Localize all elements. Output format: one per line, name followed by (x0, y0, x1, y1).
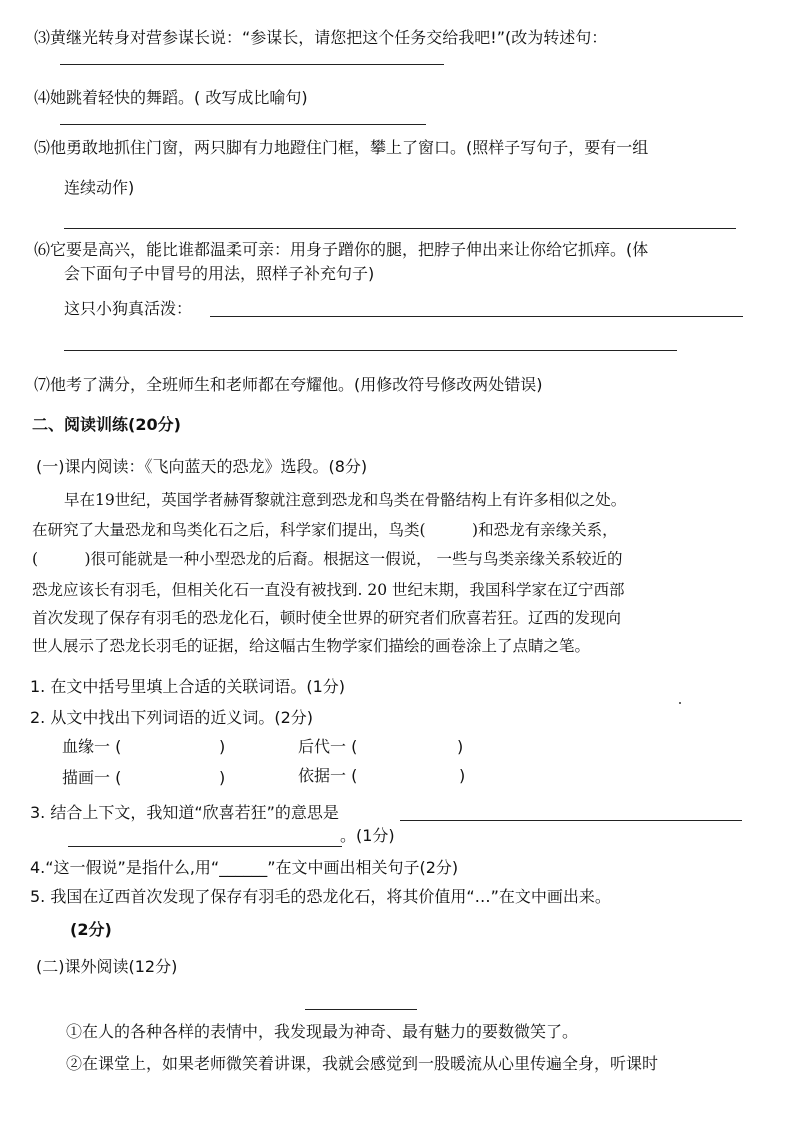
part-1-question-1: 1. 在文中括号里填上合适的关联词语。(1分) (30, 677, 346, 696)
part-2-paragraph-1: ①在人的各种各样的表情中，我发现最为神奇、最有魅力的要数微笑了。 (66, 1022, 579, 1041)
passage-line-3: ( )很可能就是一种小型恐龙的后裔。根据这一假说， 一些与鸟类亲缘关系较近的 (32, 550, 623, 568)
passage-line-4: 恐龙应该长有羽毛，但相关化石一直没有被找到. 20 世纪末期，我国科学家在辽宁西部 (32, 581, 625, 599)
synonym-2-close: ) (457, 737, 464, 756)
synonym-4-label: 依据一 ( (298, 766, 358, 785)
part-1-question-4: 4.“这一假说”是指什么,用“______”在文中画出相关句子(2分) (30, 858, 459, 877)
question-7-text: ⑺他考了满分，全班师生和老师都在夸耀他。(用修改符号修改两处错误) (34, 375, 543, 394)
section-2-title: 二、阅读训练(20分) (32, 415, 181, 434)
passage-line-1: 早在19世纪，英国学者赫胥黎就注意到恐龙和鸟类在骨骼结构上有许多相似之处。 (64, 491, 627, 509)
question-4-text: ⑷她跳着轻快的舞蹈。( 改写成比喻句) (34, 88, 308, 107)
stray-dot (679, 702, 681, 704)
question-6-answer-line-2[interactable] (64, 350, 677, 351)
question-5-answer-line[interactable] (64, 228, 736, 229)
part-1-question-3-suffix: 。(1分) (340, 826, 395, 845)
part-2-title: (二)课外阅读(12分) (36, 957, 178, 976)
passage-line-5: 首次发现了保存有羽毛的恐龙化石，顿时使全世界的研究者们欣喜若狂。辽西的发现向 (32, 609, 622, 627)
synonym-1-label: 血缘一 ( (62, 737, 122, 756)
part-1-question-5-score: (2分) (70, 920, 112, 939)
part-1-title: (一)课内阅读：《飞向蓝天的恐龙》选段。(8分) (36, 457, 368, 476)
part-1-question-5: 5. 我国在辽西首次发现了保存有羽毛的恐龙化石，将其价值用“…”在文中画出来。 (30, 887, 611, 906)
question-6-text-cont: 会下面句子中冒号的用法，照样子补充句子) (64, 264, 375, 283)
question-5-text-cont: 连续动作) (64, 178, 135, 197)
question-6-answer-line-1[interactable] (210, 316, 743, 317)
synonym-3-label: 描画一 ( (62, 768, 122, 787)
question-4-answer-line[interactable] (60, 124, 426, 125)
synonym-1-close: ) (219, 737, 226, 756)
question-6-text: ⑹它要是高兴，能比谁都温柔可亲：用身子蹭你的腿，把脖子伸出来让你给它抓痒。(体 (34, 240, 649, 259)
synonym-2-label: 后代一 ( (298, 737, 358, 756)
question-3-answer-line[interactable] (60, 64, 444, 65)
question-5-text: ⑸他勇敢地抓住门窗，两只脚有力地蹬住门框，攀上了窗口。(照样子写句子，要有一组 (34, 138, 649, 157)
question-3-meaning-line-2[interactable] (68, 846, 342, 847)
synonym-3-close: ) (219, 768, 226, 787)
question-3-text: ⑶黄继光转身对营参谋长说：“参谋长，请您把这个任务交给我吧!”(改为转述句： (34, 28, 608, 47)
question-3-meaning-line-1[interactable] (400, 820, 742, 821)
part-1-question-2: 2. 从文中找出下列词语的近义词。(2分) (30, 708, 314, 727)
passage-line-2: 在研究了大量恐龙和鸟类化石之后，科学家们提出，鸟类( )和恐龙有亲缘关系， (32, 521, 618, 539)
part-1-question-3: 3. 结合上下文，我知道“欣喜若狂”的意思是 (30, 803, 339, 822)
passage-title-blank[interactable] (305, 1009, 417, 1010)
passage-line-6: 世人展示了恐龙长羽毛的证据，给这幅古生物学家们描绘的画卷涂上了点睛之笔。 (32, 637, 591, 655)
part-2-paragraph-2: ②在课堂上，如果老师微笑着讲课，我就会感觉到一股暖流从心里传遍全身，听课时 (66, 1054, 659, 1073)
question-6-prompt: 这只小狗真活泼： (64, 299, 193, 318)
synonym-4-close: ) (459, 766, 466, 785)
